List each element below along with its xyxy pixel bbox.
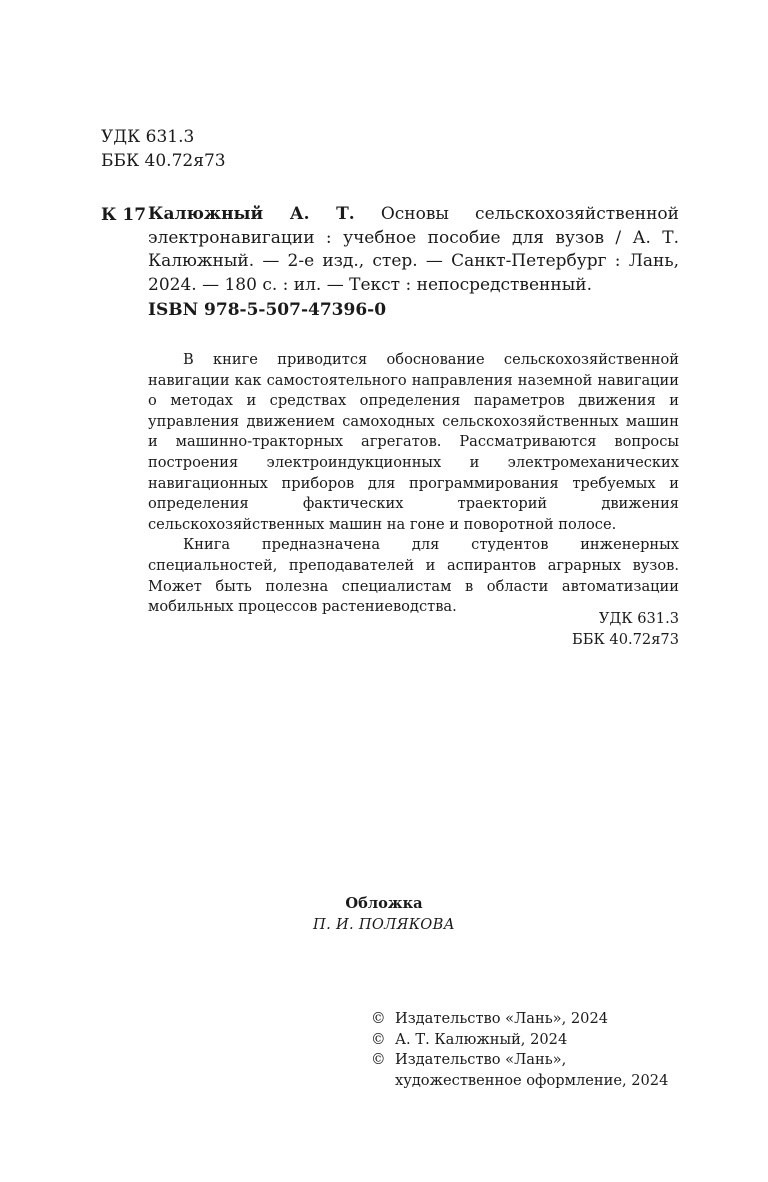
copyright-icon: ©	[371, 1030, 386, 1048]
bibliographic-record	[148, 203, 679, 297]
copyright-line	[371, 1050, 691, 1071]
copyright-text: А. Т. Калюжный, 2024	[395, 1030, 568, 1048]
copyright-icon: ©	[371, 1051, 386, 1068]
abstract-paragraph: В книге приводится обоснование сельскохозяйственной навигации как самостоятельного направления наземной навигации о методах и средствах определения параметров движения и управления движением самоходных сельскохозяйственных машин и машинно-тракторных агрегатов. Рассматриваются вопросы построения электроиндукционных и электромеханических навигационных приборов для программирования требуемых и определения фактических траекторий движения сельскохозяйственных машин на гоне и поворотной полосе.	[148, 351, 679, 533]
author-sign: К 17	[101, 205, 147, 225]
isbn: ISBN 978-5-507-47396-0	[148, 300, 387, 320]
copyright-block	[371, 1009, 691, 1091]
record-author: Калюжный А. Т.	[148, 204, 355, 224]
udk-code: УДК 631.3	[101, 127, 195, 147]
abstract-paragraph: Книга предназначена для студентов инженерных специальностей, преподавателей и аспирантов аграрных вузов. Может быть полезна специалистам в области автоматизации мобильных процессов растениеводства.	[148, 536, 679, 616]
copyright-line	[371, 1009, 691, 1030]
cover-designer: П. И. ПОЛЯКОВА	[313, 916, 455, 933]
udk-code: УДК 631.3	[598, 610, 679, 627]
cover-label: Обложка	[345, 895, 423, 912]
record-description: Основы сельскохозяйственной электронавигации : учебное пособие для вузов / А. Т. Калюжный. — 2-е изд., стер. — Санкт-Петербург : Лань, 2024. — 180 с. : ил. — Текст : непосредственный.	[148, 204, 680, 295]
copyright-text: Издательство «Лань»,	[395, 1051, 567, 1068]
copyright-icon: ©	[371, 1010, 386, 1027]
classification-header	[101, 125, 226, 173]
copyright-text: Издательство «Лань», 2024	[395, 1010, 609, 1027]
bbk-code: ББК 40.72я73	[572, 631, 679, 648]
cover-credit	[254, 893, 514, 935]
copyright-line	[371, 1030, 691, 1051]
copyright-text-continuation: художественное оформление, 2024	[395, 1071, 669, 1089]
classification-footer	[500, 608, 679, 650]
bbk-code: ББК 40.72я73	[101, 151, 226, 171]
abstract	[148, 350, 679, 618]
